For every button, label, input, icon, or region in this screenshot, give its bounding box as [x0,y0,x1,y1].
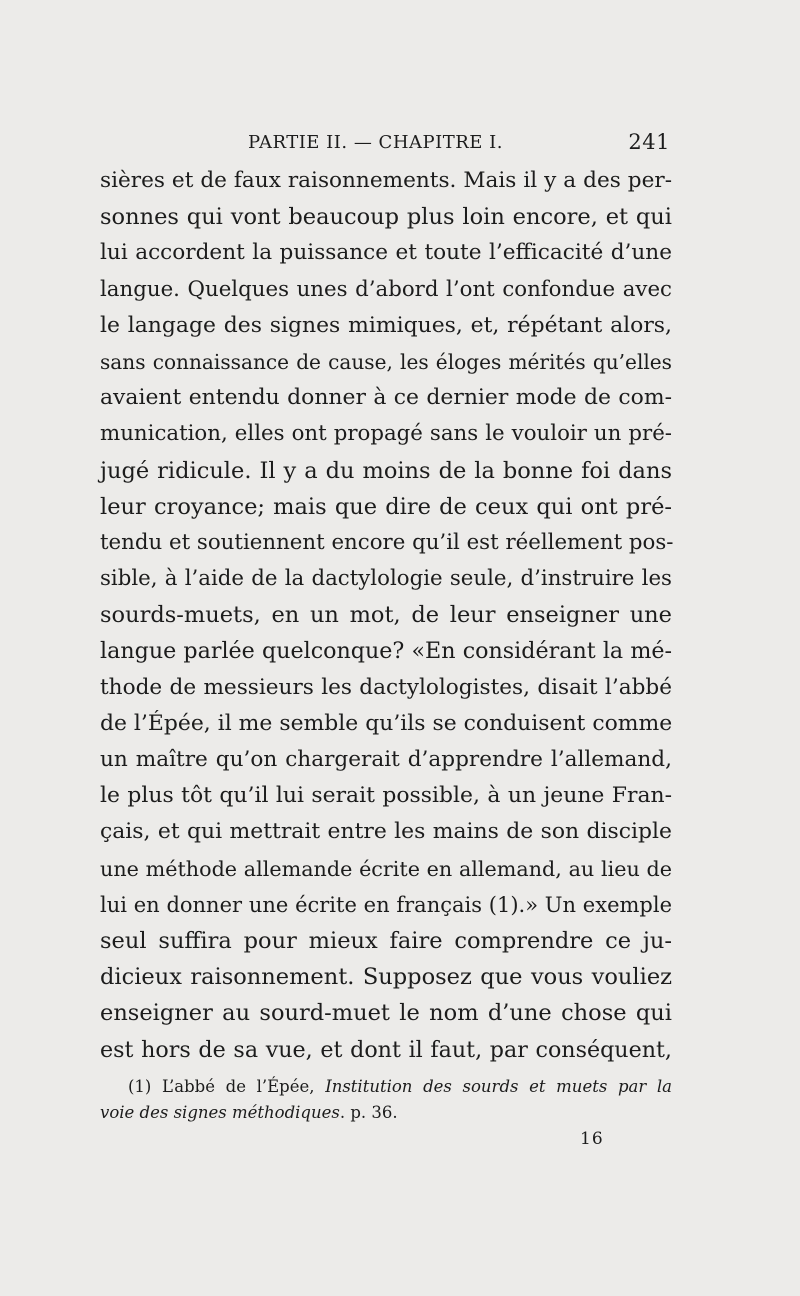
text-line: est hors de sa vue, et dont il faut, par conséquent, [100,1036,672,1063]
text-line: jugé ridicule. Il y a du moins de la bonne foi dans [100,457,672,484]
footnote-work-title-cont: voie des signes méthodiques [100,1103,340,1122]
text-line: seul suffira pour mieux faire comprendre ce ju- [100,927,672,954]
text-line: enseigner au sourd-muet le nom d’une chose qui [100,1000,672,1027]
footnote-work-title: Institution des sourds et muets par la [325,1077,673,1096]
running-title: PARTIE II. — CHAPITRE I. [248,132,503,153]
footnote-line [100,1100,672,1126]
body-text [100,163,672,1068]
footnote-line [100,1074,672,1100]
text-line: thode de messieurs les dactylologistes, disait l’abbé [100,674,672,700]
footnote-citation: (1) L’abbé de l’Épée, [128,1077,326,1096]
text-line: lui accordent la puissance et toute l’efficacité d’une [100,240,672,266]
footnote-page-ref: . p. 36. [339,1103,398,1122]
running-head [100,128,672,158]
text-line: leur croyance; mais que dire de ceux qui ont pré- [100,493,672,520]
text-line: sonnes qui vont beaucoup plus loin encore, et qui [100,204,672,231]
text-line: langue parlée quelconque? «En considérant la mé- [100,638,672,665]
text-line: le plus tôt qu’il lui serait possible, à un jeune Fran- [100,783,672,809]
text-line: munication, elles ont propagé sans le vouloir un pré- [100,421,672,447]
footnote [100,1074,672,1126]
text-line: avaient entendu donner à ce dernier mode de com- [100,385,672,411]
text-line: dicieux raisonnement. Supposez que vous vouliez [100,964,672,991]
text-line: sières et de faux raisonnements. Mais il y a des per- [100,168,672,193]
text-line: un maître qu’on chargerait d’apprendre l’allemand, [100,747,672,772]
page-number: 241 [628,130,670,154]
text-line: lui en donner une écrite en français (1).» Un exemple [100,892,672,917]
text-line: çais, et qui mettrait entre les mains de son disciple [100,819,672,845]
text-line: sourds-muets, en un mot, de leur enseigner une [100,602,672,629]
text-line: le langage des signes mimiques, et, répétant alors, [100,312,672,338]
text-line: tendu et soutiennent encore qu’il est réellement pos- [100,529,674,555]
text-line: langue. Quelques unes d’abord l’ont confondue avec [100,276,672,302]
text-line: sans connaissance de cause, les éloges mérités qu’elles [100,349,672,374]
text-line: sible, à l’aide de la dactylologie seule, d’instruire les [100,566,672,592]
text-line: une méthode allemande écrite en allemand, au lieu de [100,856,672,881]
text-line: de l’Épée, il me semble qu’ils se conduisent comme [100,710,673,736]
signature-mark: 16 [580,1129,604,1149]
